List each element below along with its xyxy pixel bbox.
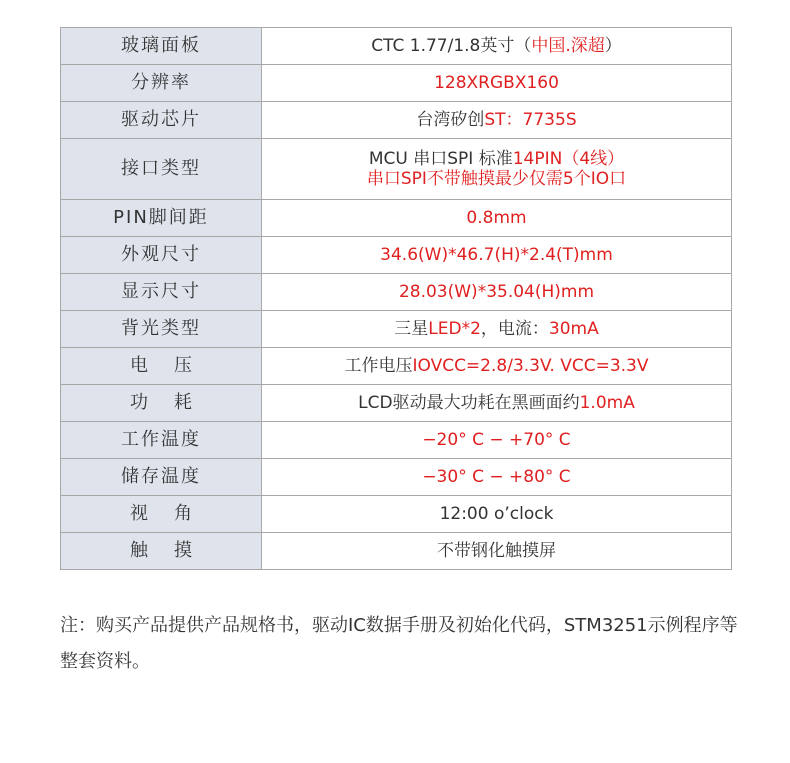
spec-label: 视角	[61, 496, 262, 533]
spec-row	[61, 102, 732, 139]
spec-label: 接口类型	[61, 139, 262, 200]
spec-label: 电压	[61, 348, 262, 385]
spec-label: 驱动芯片	[61, 102, 262, 139]
highlight-text: 串口SPI不带触摸最少仅需5个IO口	[366, 169, 627, 189]
highlight-text: −30° C − +80° C	[422, 467, 571, 487]
spec-value	[262, 28, 732, 65]
spec-value	[262, 237, 732, 274]
highlight-text: 34.6(W)*46.7(H)*2.4(T)mm	[380, 245, 613, 265]
spec-value	[262, 385, 732, 422]
highlight-text: 0.8mm	[466, 208, 527, 228]
spec-row	[61, 200, 732, 237]
spec-row	[61, 28, 732, 65]
highlight-text: 中国.深超	[531, 36, 605, 56]
spec-value	[262, 311, 732, 348]
spec-row	[61, 348, 732, 385]
spec-label: 玻璃面板	[61, 28, 262, 65]
spec-value	[262, 65, 732, 102]
plain-text: ）	[604, 36, 622, 56]
spec-label: 显示尺寸	[61, 274, 262, 311]
spec-value-line	[262, 149, 731, 169]
spec-label: 工作温度	[61, 422, 262, 459]
spec-value-line	[262, 169, 731, 189]
plain-text: LCD驱动最大功耗在黑画面约	[358, 393, 580, 413]
spec-value	[262, 139, 732, 200]
spec-label: 外观尺寸	[61, 237, 262, 274]
spec-row	[61, 139, 732, 200]
spec-table	[60, 27, 732, 570]
highlight-text: ST：7735S	[484, 110, 577, 130]
plain-text: 工作电压	[344, 356, 413, 376]
spec-row	[61, 422, 732, 459]
spec-value	[262, 422, 732, 459]
plain-text: CTC 1.77/1.8英寸（	[371, 36, 532, 56]
highlight-text: 1.0mA	[579, 393, 635, 413]
highlight-text: −20° C − +70° C	[422, 430, 571, 450]
spec-row	[61, 311, 732, 348]
spec-row	[61, 496, 732, 533]
spec-label: 触摸	[61, 533, 262, 570]
spec-row	[61, 237, 732, 274]
highlight-text: 14PIN（4线）	[512, 149, 625, 169]
spec-row	[61, 65, 732, 102]
spec-value	[262, 274, 732, 311]
spec-label: 背光类型	[61, 311, 262, 348]
spec-label: 储存温度	[61, 459, 262, 496]
plain-text: ，电流：	[480, 319, 549, 339]
spec-row	[61, 385, 732, 422]
spec-row	[61, 533, 732, 570]
spec-label: 功耗	[61, 385, 262, 422]
plain-text: MCU 串口SPI 标准	[368, 149, 513, 169]
spec-row	[61, 274, 732, 311]
highlight-text: LED*2	[428, 319, 481, 339]
spec-value	[262, 496, 732, 533]
spec-row	[61, 459, 732, 496]
spec-value	[262, 102, 732, 139]
plain-text: 不带钢化触摸屏	[437, 541, 556, 561]
plain-text: 12:00 o’clock	[439, 504, 554, 524]
highlight-text: 28.03(W)*35.04(H)mm	[398, 282, 595, 302]
spec-label: PIN脚间距	[61, 200, 262, 237]
plain-text: 台湾矽创	[416, 110, 485, 130]
highlight-text: IOVCC=2.8/3.3V. VCC=3.3V	[412, 356, 649, 376]
spec-value	[262, 200, 732, 237]
spec-label: 分辨率	[61, 65, 262, 102]
footnote: 注：购买产品提供产品规格书，驱动IC数据手册及初始化代码，STM3251示例程序等整套资料。	[60, 615, 738, 672]
spec-value	[262, 459, 732, 496]
spec-value	[262, 533, 732, 570]
spec-value	[262, 348, 732, 385]
plain-text: 三星	[394, 319, 429, 339]
spec-table-body	[61, 28, 732, 570]
highlight-text: 30mA	[548, 319, 599, 339]
highlight-text: 128XRGBX160	[434, 73, 559, 93]
